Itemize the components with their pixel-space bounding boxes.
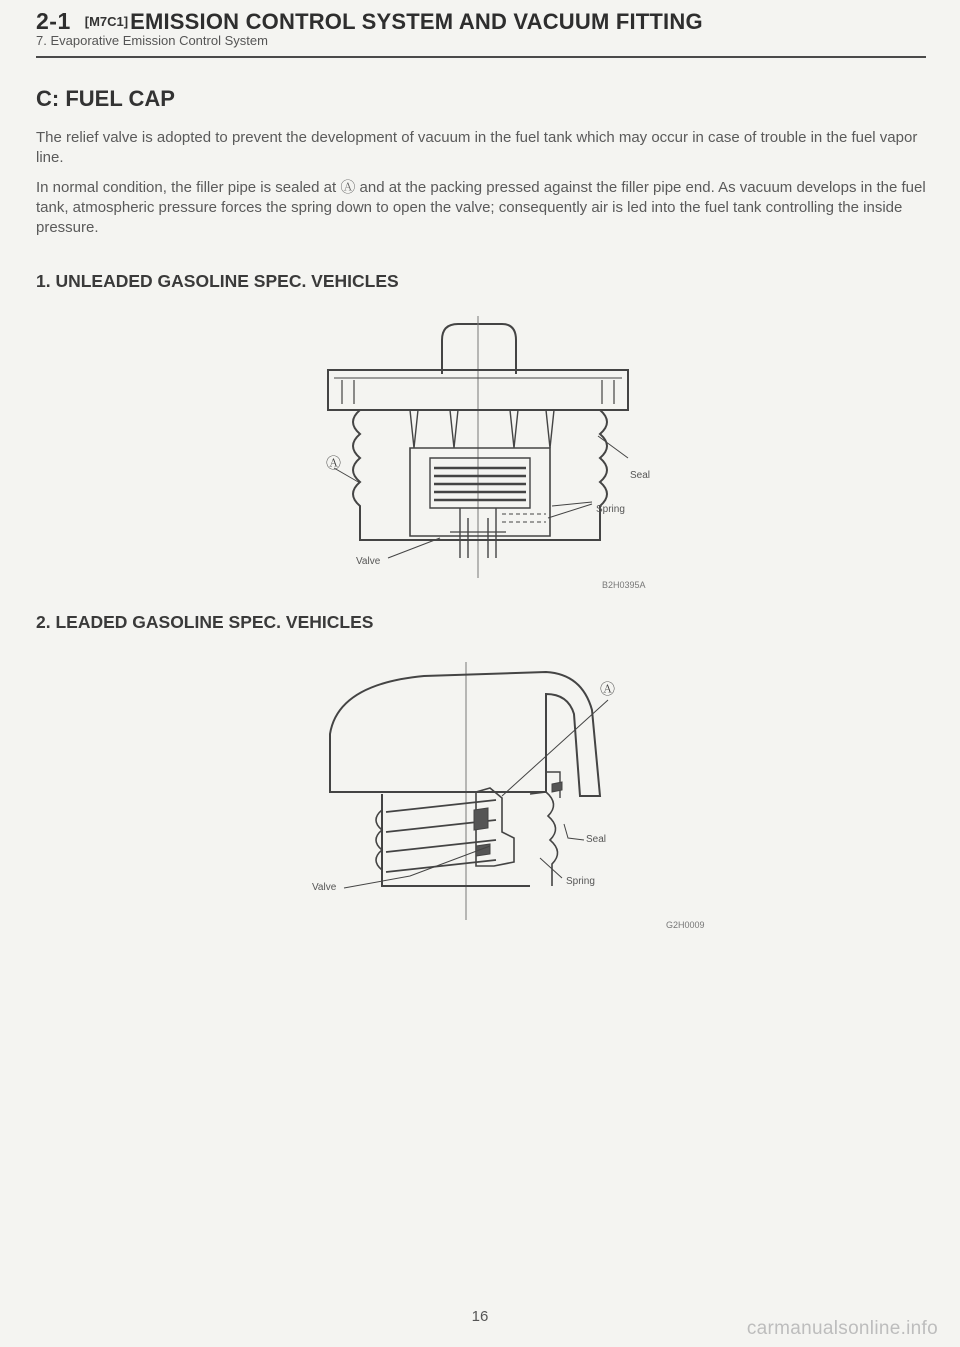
label-seal: Seal	[630, 470, 651, 481]
chapter-subtitle: 7. Evaporative Emission Control System	[36, 33, 268, 48]
label-a: Ⓐ	[326, 455, 342, 472]
section-heading: C: FUEL CAP	[36, 86, 175, 111]
chapter-title: EMISSION CONTROL SYSTEM AND VACUUM FITTING	[130, 9, 703, 34]
label-spring: Spring	[596, 504, 625, 515]
figure-2-heading: 2. LEADED GASOLINE SPEC. VEHICLES	[36, 612, 374, 632]
fuel-cap-leaded-diagram	[290, 660, 710, 932]
figure-code: G2H0009	[666, 920, 705, 930]
label-valve: Valve	[312, 882, 337, 893]
fuel-cap-unleaded-diagram	[290, 308, 710, 598]
label-spring: Spring	[566, 876, 595, 887]
section-code: [M7C1]	[84, 14, 129, 29]
watermark: carmanualsonline.info	[746, 1318, 938, 1339]
label-a: Ⓐ	[600, 681, 616, 698]
page-number: 16	[471, 1308, 489, 1325]
figure-1-heading: 1. UNLEADED GASOLINE SPEC. VEHICLES	[36, 271, 399, 291]
figure-code: B2H0395A	[602, 580, 646, 590]
label-seal: Seal	[586, 834, 607, 845]
label-valve: Valve	[356, 556, 381, 567]
paragraph-normal-condition: In normal condition, the filler pipe is sealed at Ⓐ and at the packing pressed against the filler pipe end. As vacuum develops in the fuel tank, atmospheric pressure forces the spring down to open the valve; consequently air is led into the fuel tank controlling the inside pressure.	[36, 179, 926, 236]
header-divider	[36, 56, 926, 58]
section-number: 2-1	[36, 8, 71, 34]
paragraph-relief-valve: The relief valve is adopted to prevent the development of vacuum in the fuel tank which may occur in case of trouble in the fuel vapor line.	[36, 129, 918, 166]
page-header	[36, 8, 924, 48]
